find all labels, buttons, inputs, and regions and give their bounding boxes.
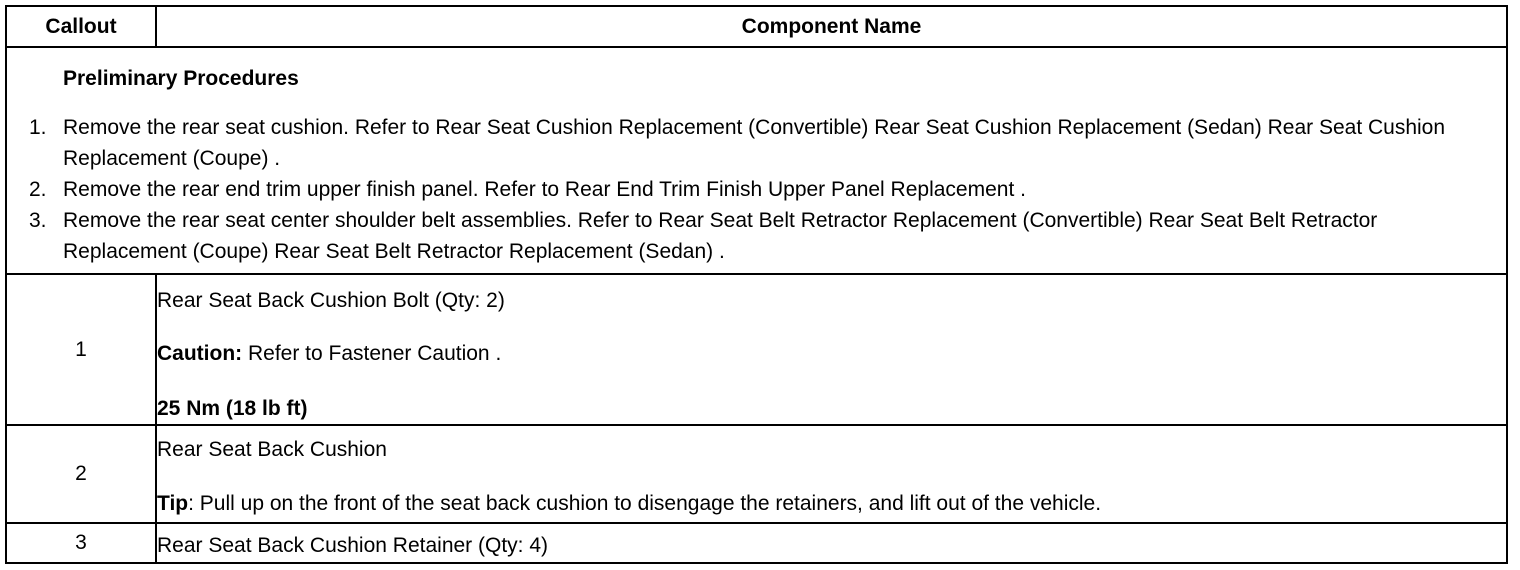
callout-number: 3 <box>6 523 156 563</box>
callout-number: 1 <box>6 274 156 425</box>
torque-spec: 25 Nm (18 lb ft) <box>157 396 308 420</box>
component-table <box>5 5 1508 564</box>
caution-text: Refer to Fastener Caution . <box>242 341 502 365</box>
component-cell <box>156 523 1507 563</box>
preliminary-procedures-cell <box>6 47 1507 274</box>
component-name: Rear Seat Back Cushion <box>157 437 387 461</box>
callout-number: 2 <box>6 425 156 523</box>
component-name: Rear Seat Back Cushion Retainer (Qty: 4) <box>157 533 549 557</box>
preliminary-steps-list <box>7 112 1506 267</box>
callout-column-header: Callout <box>6 6 156 47</box>
list-item <box>7 174 1506 205</box>
preliminary-procedures-title: Preliminary Procedures <box>63 67 299 90</box>
preliminary-procedures-row <box>6 47 1507 274</box>
step-text: Remove the rear seat cushion. Refer to Rear Seat Cushion Replacement (Convertible) Rear Seat Cushion Replacement (Sedan) Rear Seat Cushion Replacement (Coupe) . <box>63 116 1446 170</box>
step-number: 3. <box>29 209 47 232</box>
list-item <box>7 205 1506 267</box>
caution-note <box>157 339 1506 369</box>
tip-text: : Pull up on the front of the seat back cushion to disengage the retainers, and lift out of the vehicle. <box>188 491 1102 515</box>
step-text: Remove the rear end trim upper finish panel. Refer to Rear End Trim Finish Upper Panel Replacement . <box>63 178 1026 201</box>
tip-note <box>157 489 1506 519</box>
caution-label: Caution: <box>157 341 243 365</box>
table-row <box>6 523 1507 563</box>
step-text: Remove the rear seat center shoulder belt assemblies. Refer to Rear Seat Belt Retractor Replacement (Convertible) Rear Seat Belt Retractor Replacement (Coupe) Rear Seat Belt Retractor Replacement (Sedan) . <box>63 209 1378 263</box>
component-cell <box>156 425 1507 523</box>
table-row <box>6 425 1507 523</box>
step-number: 1. <box>29 116 47 139</box>
component-name: Rear Seat Back Cushion Bolt (Qty: 2) <box>157 288 505 312</box>
tip-label: Tip <box>157 491 189 515</box>
step-number: 2. <box>29 178 47 201</box>
list-item <box>7 112 1506 174</box>
table-row <box>6 274 1507 425</box>
table-header-row <box>6 6 1507 47</box>
component-name-column-header: Component Name <box>156 6 1507 47</box>
component-cell <box>156 274 1507 425</box>
